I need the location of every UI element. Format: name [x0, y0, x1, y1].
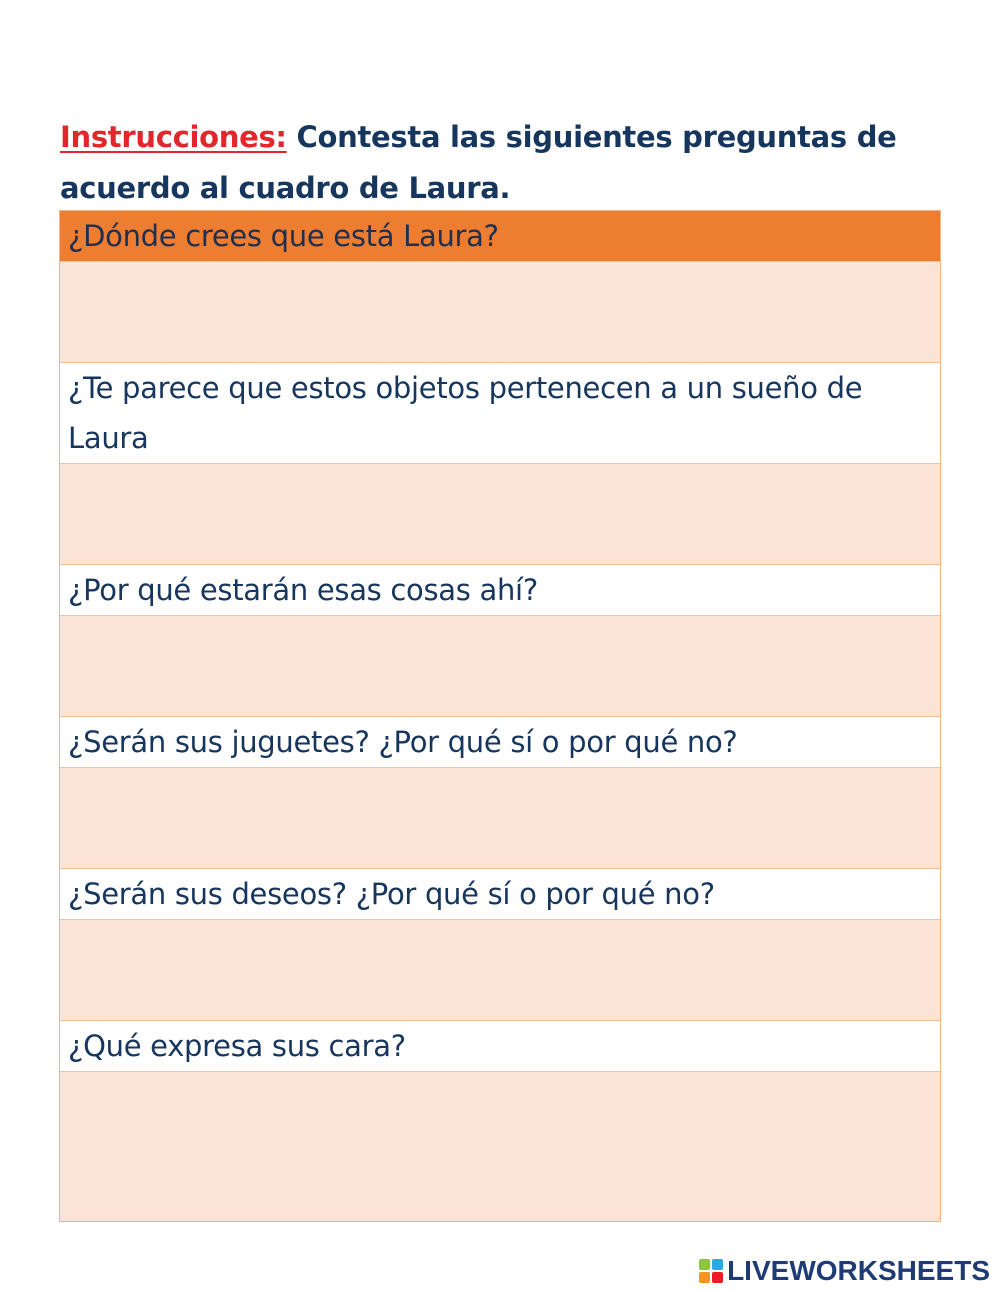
answer-box[interactable]: [60, 920, 940, 1021]
question-text: ¿Por qué estarán esas cosas ahí?: [68, 573, 538, 607]
liveworksheets-logo: [699, 1256, 990, 1286]
question-row: [60, 565, 940, 616]
answer-box[interactable]: [60, 1072, 940, 1221]
answer-box[interactable]: [60, 616, 940, 717]
answer-box[interactable]: [60, 262, 940, 363]
question-table: [59, 210, 941, 1222]
logo-mark-icon: [699, 1259, 723, 1283]
question-text: ¿Qué expresa sus cara?: [68, 1029, 406, 1063]
question-row: [60, 363, 940, 464]
question-row: [60, 1021, 940, 1072]
question-text: ¿Te parece que estos objetos pertenecen a un sueño de Laura: [68, 371, 863, 455]
logo-text: LIVEWORKSHEETS: [727, 1255, 990, 1286]
question-text: ¿Serán sus deseos? ¿Por qué sí o por qué no?: [68, 877, 715, 911]
question-row-header: [60, 211, 940, 262]
answer-box[interactable]: [60, 768, 940, 869]
instructions-label: Instrucciones:: [60, 120, 287, 154]
question-text: ¿Dónde crees que está Laura?: [68, 219, 499, 253]
answer-box[interactable]: [60, 464, 940, 565]
instructions: [60, 112, 950, 214]
question-text: ¿Serán sus juguetes? ¿Por qué sí o por qué no?: [68, 725, 738, 759]
question-row: [60, 869, 940, 920]
question-row: [60, 717, 940, 768]
instructions-text: Contesta las siguientes preguntas de acuerdo al cuadro de Laura.: [60, 120, 897, 205]
